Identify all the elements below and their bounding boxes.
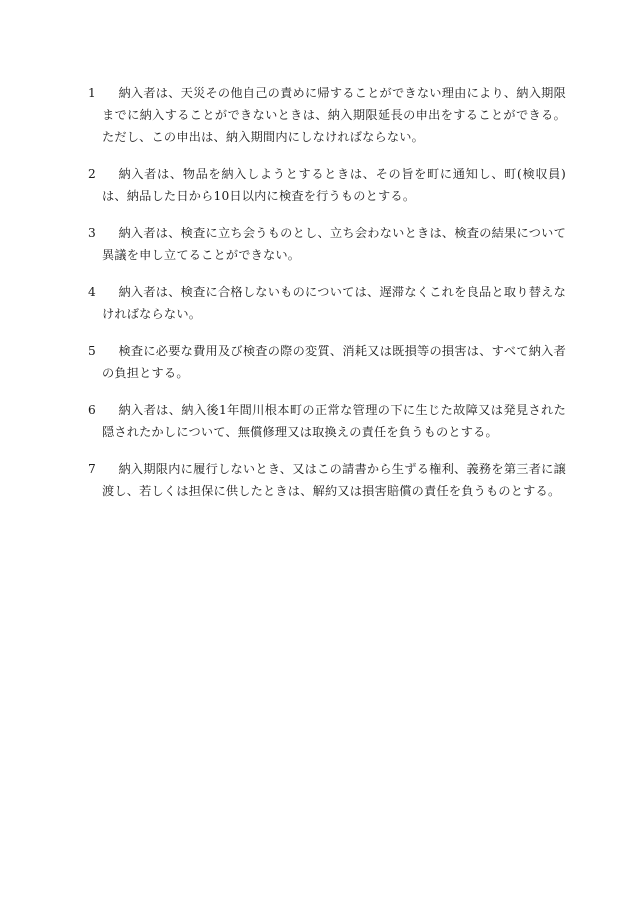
clause-text: 納入期限内に履行しないとき、又はこの請書から生ずる権利、義務を第三者に譲渡し、若しくは担保に供したときは、解約又は損害賠償の責任を負うものとする。: [102, 462, 566, 498]
clause-number: 2: [88, 167, 96, 181]
clause-item: [88, 399, 566, 443]
clause-text: 納入者は、物品を納入しようとするときは、その旨を町に通知し、町(検収員)は、納品した日から10日以内に検査を行うものとする。: [102, 167, 566, 203]
clause-item: [88, 222, 566, 266]
clause-text: 納入者は、納入後1年間川根本町の正常な管理の下に生じた故障又は発見された隠されたかしについて、無償修理又は取換えの責任を負うものとする。: [102, 403, 566, 439]
clause-item: [88, 281, 566, 325]
clause-text: 納入者は、検査に合格しないものについては、遅滞なくこれを良品と取り替えなければならない。: [102, 285, 566, 321]
clause-number: 6: [88, 403, 96, 417]
clause-text: 検査に必要な費用及び検査の際の変質、消耗又は既損等の損害は、すべて納入者の負担とする。: [102, 344, 566, 380]
clause-list: [88, 82, 566, 517]
clause-item: [88, 163, 566, 207]
clause-item: [88, 82, 566, 148]
clause-text: 納入者は、天災その他自己の責めに帰することができない理由により、納入期限までに納入することができないときは、納入期限延長の申出をすることができる。ただし、この申出は、納入期間内にしなければならない。: [102, 86, 566, 144]
clause-number: 5: [88, 344, 96, 358]
clause-number: 7: [88, 462, 96, 476]
clause-number: 4: [88, 285, 96, 299]
clause-number: 3: [88, 226, 96, 240]
clause-number: 1: [88, 86, 96, 100]
clause-item: [88, 458, 566, 502]
clause-text: 納入者は、検査に立ち会うものとし、立ち会わないときは、検査の結果について異議を申し立てることができない。: [102, 226, 566, 262]
clause-item: [88, 340, 566, 384]
